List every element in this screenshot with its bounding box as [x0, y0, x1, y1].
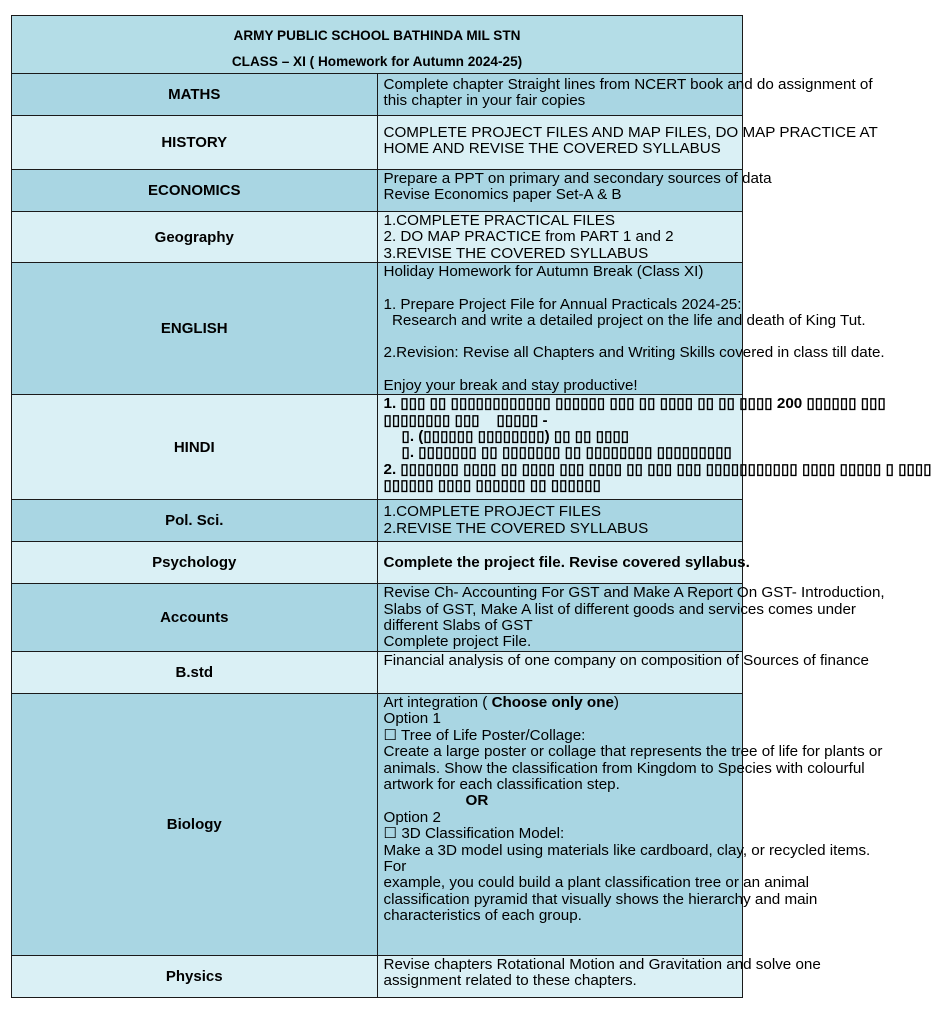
task-line: ☐ Tree of Life Poster/Collage: — [383, 726, 586, 744]
task-line: 2.Revision: Revise all Chapters and Writing Skills covered in class till date. — [383, 344, 885, 362]
task-line: assignment related to these chapters. — [383, 972, 637, 990]
subject-geography: Geography — [12, 212, 378, 263]
task-line: Enjoy your break and stay productive! — [383, 376, 638, 394]
task-hindi — [377, 395, 932, 500]
subject-history: HISTORY — [12, 116, 378, 170]
task-line: For — [383, 857, 407, 875]
task-line: different Slabs of GST — [383, 617, 533, 635]
row-english — [12, 263, 743, 395]
task-line: Revise chapters Rotational Motion and Gravitation and solve one — [383, 955, 821, 973]
row-economics — [12, 170, 743, 212]
row-geography — [12, 212, 743, 263]
task-physics — [377, 955, 821, 997]
row-hindi — [12, 395, 743, 500]
task-biology — [377, 693, 883, 955]
subject-polsci: Pol. Sci. — [12, 500, 378, 542]
art-prefix: Art integration ( — [383, 693, 492, 711]
task-line: ▯▯▯▯▯▯ ▯▯▯▯ ▯▯▯▯▯▯ ▯▯ ▯▯▯▯▯▯ — [383, 477, 601, 495]
art-choose-one: Choose only one — [491, 693, 614, 711]
row-accounts — [12, 584, 743, 652]
row-biology — [12, 693, 743, 955]
task-line: Revise Economics paper Set-A & B — [383, 186, 622, 204]
task-line: classification pyramid that visually shows the hierarchy and main — [383, 890, 818, 908]
subject-economics: ECONOMICS — [12, 170, 378, 212]
task-line: 2.REVISE THE COVERED SYLLABUS — [383, 519, 649, 537]
task-line: ▯. (▯▯▯▯▯▯ ▯▯▯▯▯▯▯▯) ▯▯ ▯▯ ▯▯▯▯ — [401, 428, 630, 446]
subject-hindi: HINDI — [12, 395, 378, 500]
task-line: 2. DO MAP PRACTICE from PART 1 and 2 — [383, 228, 674, 246]
task-line: Slabs of GST, Make A list of different goods and services comes under — [383, 600, 856, 618]
class-title: CLASS – XI ( Homework for Autumn 2024-25) — [231, 54, 523, 69]
header-row — [12, 16, 743, 74]
task-line: artwork for each classification step. — [383, 775, 620, 793]
task-line: Financial analysis of one company on composition of Sources of finance — [383, 651, 869, 669]
task-line: Complete the project file. Revise covered syllabus. — [383, 554, 750, 572]
subject-accounts: Accounts — [12, 584, 378, 652]
task-psychology — [377, 542, 750, 584]
task-line: 3.REVISE THE COVERED SYLLABUS — [383, 244, 649, 262]
task-line: ☐ 3D Classification Model: — [383, 825, 565, 843]
subject-psychology: Psychology — [12, 542, 378, 584]
task-geography — [377, 212, 743, 263]
task-line: Option 1 — [383, 710, 441, 728]
task-line: characteristics of each group. — [383, 907, 582, 925]
row-psychology — [12, 542, 743, 584]
task-line: OR — [465, 792, 489, 810]
task-english — [377, 263, 885, 395]
task-line: 1. Prepare Project File for Annual Practicals 2024-25: — [383, 295, 742, 313]
task-line: Research and write a detailed project on the life and death of King Tut. — [383, 312, 866, 330]
task-history — [377, 116, 878, 170]
row-maths — [12, 74, 743, 116]
task-polsci — [377, 500, 743, 542]
art-suffix: ) — [613, 693, 619, 711]
task-bstd — [377, 651, 869, 693]
row-bstd — [12, 651, 743, 693]
row-polsci — [12, 500, 743, 542]
task-line: COMPLETE PROJECT FILES AND MAP FILES, DO MAP PRACTICE AT — [383, 124, 878, 141]
task-line: 1.COMPLETE PROJECT FILES — [383, 503, 601, 521]
homework-table — [11, 15, 932, 998]
task-line: example, you could build a plant classification tree or an animal — [383, 874, 809, 892]
subject-bstd: B.std — [12, 651, 378, 693]
task-line: Make a 3D model using materials like cardboard, clay, or recycled items. — [383, 841, 871, 859]
task-line: animals. Show the classification from Kingdom to Species with colourful — [383, 759, 865, 777]
task-line: Option 2 — [383, 808, 441, 826]
task-line: Holiday Homework for Autumn Break (Class XI) — [383, 263, 704, 281]
row-physics — [12, 955, 743, 997]
subject-english: ENGLISH — [12, 263, 378, 395]
task-line: this chapter in your fair copies — [383, 92, 586, 110]
task-accounts — [377, 584, 885, 652]
task-line: ▯▯▯▯▯▯▯▯ ▯▯▯ ▯▯▯▯▯ - — [383, 411, 548, 429]
subject-biology: Biology — [12, 693, 378, 955]
art-integration-line — [384, 695, 739, 711]
row-history — [12, 116, 743, 170]
task-line: HOME AND REVISE THE COVERED SYLLABUS — [383, 140, 721, 158]
task-line: ▯. ▯▯▯▯▯▯▯ ▯▯ ▯▯▯▯▯▯▯ ▯▯ ▯▯▯▯▯▯▯▯ ▯▯▯▯▯▯▯▯▯ — [401, 444, 732, 462]
subject-maths: MATHS — [12, 74, 378, 116]
task-line: 2. ▯▯▯▯▯▯▯ ▯▯▯▯ ▯▯ ▯▯▯▯ ▯▯▯ ▯▯▯▯ ▯▯ ▯▯▯ ▯▯▯ ▯▯▯▯▯▯▯▯▯▯▯ ▯▯▯▯ ▯▯▯▯▯ ▯ ▯▯▯▯ — [383, 460, 932, 478]
header-cell — [12, 16, 743, 74]
task-economics — [377, 170, 772, 212]
task-line: Complete project File. — [383, 633, 532, 651]
subject-physics: Physics — [12, 955, 378, 997]
task-line: Prepare a PPT on primary and secondary sources of data — [383, 170, 772, 187]
school-name: ARMY PUBLIC SCHOOL BATHINDA MIL STN — [233, 28, 521, 43]
task-line: Create a large poster or collage that represents the tree of life for plants or — [383, 743, 883, 761]
task-line: 1. ▯▯▯ ▯▯ ▯▯▯▯▯▯▯▯▯▯▯▯ ▯▯▯▯▯▯ ▯▯▯ ▯▯ ▯▯▯▯ ▯▯ ▯▯ ▯▯▯▯ 200 ▯▯▯▯▯▯ ▯▯▯ — [383, 395, 886, 413]
task-line: Complete chapter Straight lines from NCERT book and do assignment of — [383, 76, 873, 93]
task-maths — [377, 74, 873, 116]
task-line: Revise Ch- Accounting For GST and Make A Report On GST- Introduction, — [383, 584, 885, 602]
task-line: 1.COMPLETE PRACTICAL FILES — [383, 212, 616, 229]
